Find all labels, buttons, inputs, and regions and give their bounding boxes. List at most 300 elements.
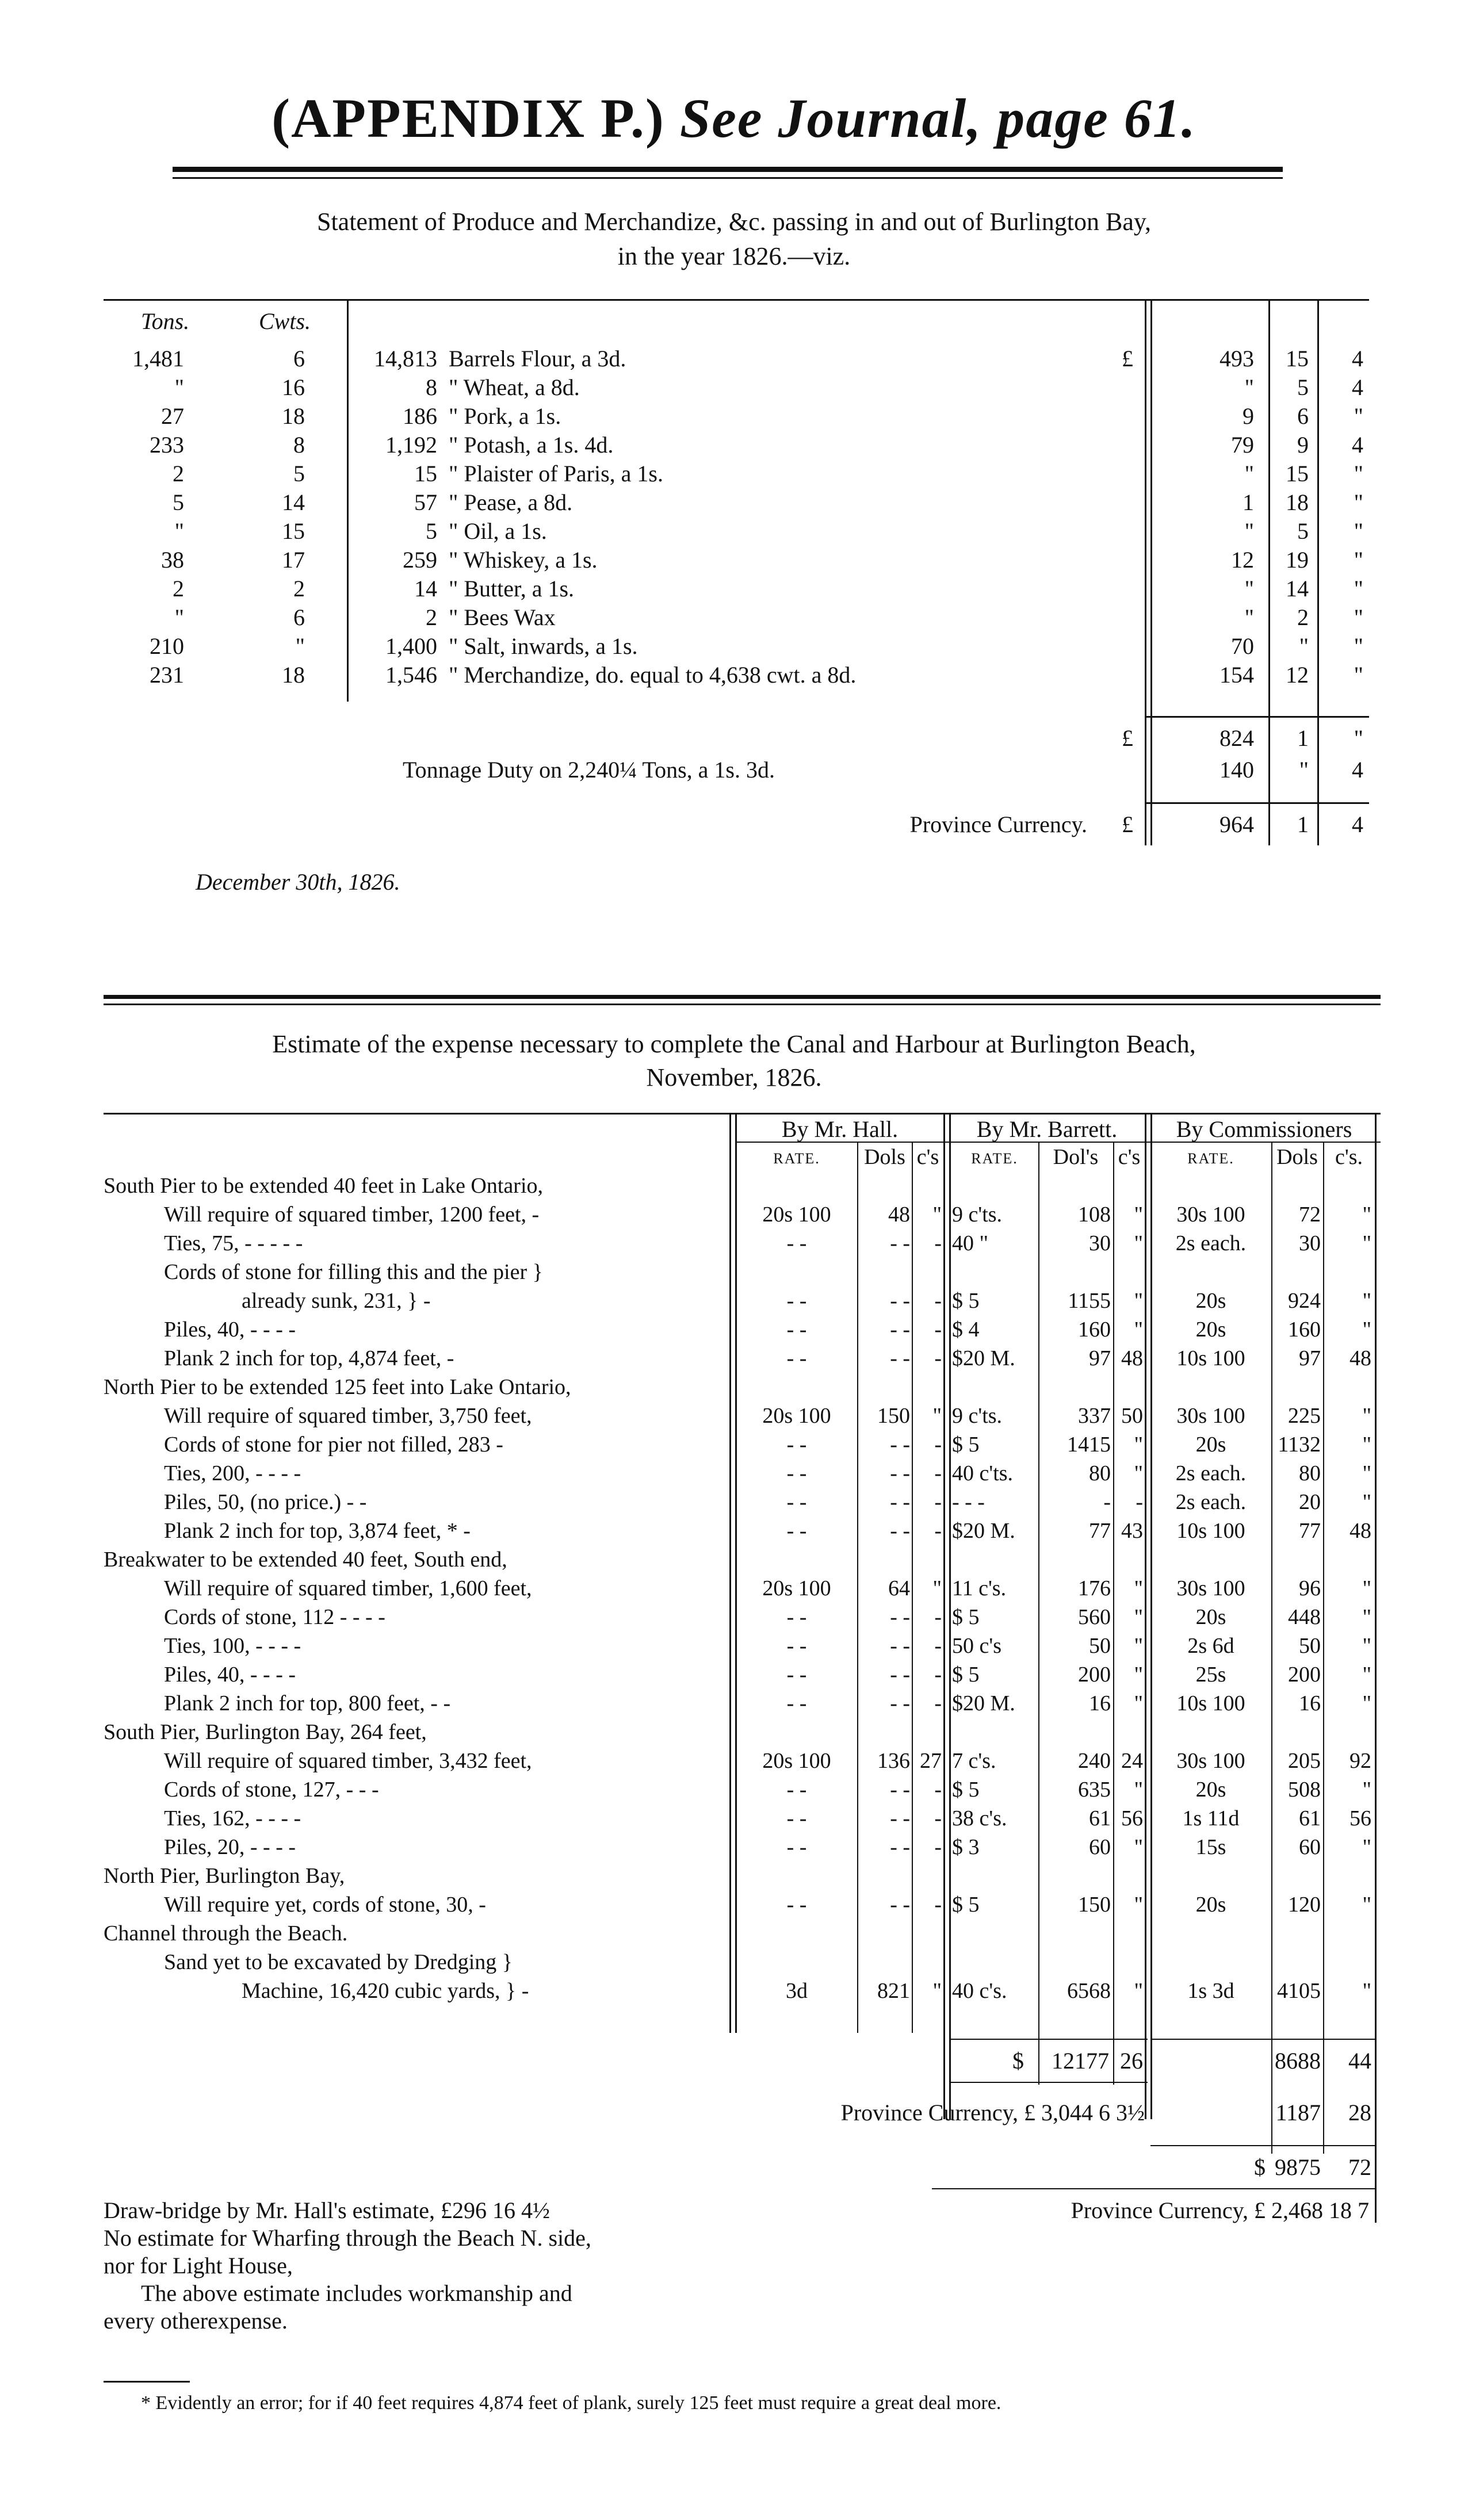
barrett-dols: 30 <box>1089 1231 1111 1255</box>
barrett-cs: 56 <box>1121 1806 1143 1830</box>
estimate-item-description: Ties, 200, - - - - <box>164 1461 301 1485</box>
row-pence: 4 <box>1352 346 1363 372</box>
hall-dols: - - <box>890 1663 910 1687</box>
row-tons: 1,481 <box>132 346 184 372</box>
row-pence: " <box>1354 633 1363 659</box>
hall-dols: - - <box>890 1490 910 1514</box>
row-tons: " <box>174 604 184 630</box>
barrett-dols: 16 <box>1089 1691 1111 1715</box>
comm-cs: " <box>1362 1605 1371 1629</box>
barrett-dols: 6568 <box>1067 1979 1111 2003</box>
barrett-right-rule <box>1145 1113 1146 2119</box>
row-tons: " <box>174 518 184 544</box>
comm-dols: 50 <box>1299 1634 1321 1658</box>
hall-rate: - - <box>786 1835 807 1859</box>
barrett-cs: " <box>1134 1893 1143 1917</box>
comm-cs: " <box>1362 1893 1371 1917</box>
barrett-rate: 11 c's. <box>952 1576 1007 1600</box>
statement-total-rule <box>1145 802 1369 804</box>
hall-cs: - <box>934 1433 942 1457</box>
title-rule-thin <box>173 177 1283 179</box>
row-description: " Bees Wax <box>449 604 556 630</box>
comm-prov-cs: 28 <box>1348 2100 1371 2125</box>
comm-cs: " <box>1362 1634 1371 1658</box>
hall-rate: - - <box>786 1691 807 1715</box>
barrett-rate: $ 5 <box>952 1289 980 1313</box>
tonnage-pence: 4 <box>1352 757 1363 783</box>
barrett-rate: $ 5 <box>952 1433 980 1457</box>
row-shillings: 6 <box>1297 403 1309 429</box>
barrett-dols: 108 <box>1078 1202 1111 1227</box>
barrett-cs: " <box>1134 1433 1143 1457</box>
tonnage-pounds: 140 <box>1219 757 1254 783</box>
row-shillings: 9 <box>1297 432 1309 458</box>
comm-cs: " <box>1362 1663 1371 1687</box>
hall-dols: - - <box>890 1634 910 1658</box>
hall-left-rule-b <box>735 1113 737 2033</box>
comm-rate: 10s 100 <box>1176 1519 1245 1543</box>
comm-cs: " <box>1362 1404 1371 1428</box>
note-light-house: nor for Light House, <box>104 2253 293 2278</box>
row-pence: " <box>1354 662 1363 688</box>
tonnage-shillings: " <box>1299 757 1309 783</box>
comm-dols: 61 <box>1299 1806 1321 1830</box>
hall-left-rule <box>729 1113 731 2033</box>
barrett-dols: 61 <box>1089 1806 1111 1830</box>
row-description: " Plaister of Paris, a 1s. <box>449 461 663 487</box>
barrett-dols: 77 <box>1089 1519 1111 1543</box>
estimate-item-description: Piles, 40, - - - - <box>164 1318 296 1342</box>
hall-rate-head: RATE. <box>773 1150 820 1167</box>
barrett-cs: " <box>1134 1835 1143 1859</box>
comm-dols: 96 <box>1299 1576 1321 1600</box>
estimate-item-description: Will require yet, cords of stone, 30, - <box>164 1893 486 1917</box>
hall-dols: - - <box>890 1433 910 1457</box>
hall-cs: - <box>934 1806 942 1830</box>
hall-dols: - - <box>890 1289 910 1313</box>
note-expense: every otherexpense. <box>104 2308 288 2334</box>
row-pence: 4 <box>1352 374 1363 400</box>
barrett-cs: " <box>1134 1778 1143 1802</box>
barrett-rate: $20 M. <box>952 1346 1015 1370</box>
barrett-dols: 60 <box>1089 1835 1111 1859</box>
row-pounds: 1 <box>1243 489 1254 515</box>
title-rule-thick <box>173 167 1283 172</box>
hall-dols: - - <box>890 1231 910 1255</box>
comm-dols: 80 <box>1299 1461 1321 1485</box>
comm-rate: 1s 11d <box>1182 1806 1240 1830</box>
subtotal-pence: " <box>1354 725 1363 751</box>
estimate-item-description: Cords of stone for pier not filled, 283 - <box>164 1433 503 1457</box>
estimate-item-description: Will require of squared timber, 3,432 feet, <box>164 1749 532 1773</box>
row-quantity: 1,546 <box>385 662 437 688</box>
row-pence: " <box>1354 403 1363 429</box>
statement-subtotal-rule <box>1145 716 1369 718</box>
estimate-item-description: North Pier to be extended 125 feet into Lake Ontario, <box>104 1375 571 1399</box>
comm-dols: 200 <box>1288 1663 1321 1687</box>
row-quantity: 1,400 <box>385 633 437 659</box>
barrett-rate: 9 c'ts. <box>952 1404 1003 1428</box>
hall-rate: - - <box>786 1893 807 1917</box>
hall-rate: - - <box>786 1663 807 1687</box>
estimate-item-description: Plank 2 inch for top, 4,874 feet, - <box>164 1346 454 1370</box>
hall-rate: 20s 100 <box>762 1202 831 1227</box>
barrett-prov-rule <box>949 2082 1148 2083</box>
statement-top-rule <box>104 299 1369 301</box>
tonnage-duty-label: Tonnage Duty on 2,240¼ Tons, a 1s. 3d. <box>403 757 775 783</box>
barrett-dols: 337 <box>1078 1404 1111 1428</box>
estimate-item-description: Sand yet to be excavated by Dredging } <box>164 1950 513 1974</box>
estimate-item-description: Piles, 40, - - - - <box>164 1663 296 1687</box>
comm-dols: 508 <box>1288 1778 1321 1802</box>
comm-rate: 30s 100 <box>1176 1202 1245 1227</box>
barrett-cs: " <box>1134 1576 1143 1600</box>
footnote-rule <box>104 2381 190 2383</box>
estimate-item-description: Will require of squared timber, 1,600 feet, <box>164 1576 532 1600</box>
comm-dols: 72 <box>1299 1202 1321 1227</box>
comm-cs: 56 <box>1350 1806 1371 1830</box>
hall-rate: - - <box>786 1289 807 1313</box>
barrett-cs: 24 <box>1121 1749 1143 1773</box>
row-tons: 5 <box>173 489 184 515</box>
barrett-rate: - - - <box>952 1490 985 1514</box>
row-pence: 4 <box>1352 432 1363 458</box>
barrett-rate: $20 M. <box>952 1691 1015 1715</box>
comm-prov-dols: 1187 <box>1275 2100 1321 2125</box>
hall-dols: - - <box>890 1778 910 1802</box>
hall-cs: - <box>934 1778 942 1802</box>
row-description: Barrels Flour, a 3d. <box>449 346 626 372</box>
comm-rate: 20s <box>1195 1778 1226 1802</box>
row-cwts: 14 <box>282 489 305 515</box>
comm-cs: " <box>1362 1979 1371 2003</box>
hall-dols: 48 <box>888 1202 910 1227</box>
estimate-item-description: Plank 2 inch for top, 800 feet, - - <box>164 1691 451 1715</box>
row-pence: " <box>1354 576 1363 602</box>
barrett-total-dols: 12177 <box>1052 2048 1109 2074</box>
row-description: " Merchandize, do. equal to 4,638 cwt. a 8d. <box>449 662 857 688</box>
estimate-item-description: Machine, 16,420 cubic yards, } - <box>242 1979 529 2003</box>
row-pence: " <box>1354 604 1363 630</box>
estimate-item-description: Cords of stone, 112 - - - - <box>164 1605 385 1629</box>
section-rule-thin <box>104 1004 1381 1005</box>
comm-cs: " <box>1362 1318 1371 1342</box>
row-tons: 2 <box>173 461 184 487</box>
estimate-item-description: Piles, 20, - - - - <box>164 1835 296 1859</box>
barrett-dols: 240 <box>1078 1749 1111 1773</box>
comm-rate: 20s <box>1195 1289 1226 1313</box>
row-description: " Wheat, a 8d. <box>449 374 580 400</box>
barrett-rate-head: RATE. <box>971 1150 1018 1167</box>
hall-cs: - <box>934 1634 942 1658</box>
barrett-rate: 40 c'ts. <box>952 1461 1014 1485</box>
hall-dols: - - <box>890 1318 910 1342</box>
barrett-rate: $ 3 <box>952 1835 980 1859</box>
row-pounds: " <box>1244 518 1254 544</box>
group-commissioners: By Commissioners <box>1176 1116 1352 1142</box>
estimate-item-description: South Pier to be extended 40 feet in Lake Ontario, <box>104 1174 544 1198</box>
row-pounds: " <box>1244 576 1254 602</box>
barrett-dols: 1155 <box>1068 1289 1111 1313</box>
row-tons: 210 <box>150 633 184 659</box>
total-pounds: 964 <box>1219 811 1254 837</box>
barrett-cs-head: c's <box>1118 1145 1141 1169</box>
comm-dols: 1132 <box>1278 1433 1321 1457</box>
row-pounds: 70 <box>1231 633 1254 659</box>
estimate-item-description: Breakwater to be extended 40 feet, South end, <box>104 1548 507 1572</box>
hall-cs: - <box>934 1490 942 1514</box>
barrett-cs: " <box>1134 1691 1143 1715</box>
row-cwts: " <box>295 633 305 659</box>
barrett-dols: - <box>1103 1490 1111 1514</box>
hall-cs: " <box>932 1576 942 1600</box>
barrett-rate: 40 c's. <box>952 1979 1007 2003</box>
row-pounds: 154 <box>1219 662 1254 688</box>
hall-dols: - - <box>890 1691 910 1715</box>
hall-cs: - <box>934 1691 942 1715</box>
comm-dols: 60 <box>1299 1835 1321 1859</box>
barrett-rate: 38 c's. <box>952 1806 1007 1830</box>
hall-dols-head: Dols <box>864 1145 905 1169</box>
barrett-left-rule <box>943 1113 945 2119</box>
hall-cs: " <box>932 1404 942 1428</box>
barrett-cs: 50 <box>1121 1404 1143 1428</box>
barrett-total-cs: 26 <box>1120 2048 1143 2074</box>
barrett-rate: 9 c'ts. <box>952 1202 1003 1227</box>
group-hall: By Mr. Hall. <box>781 1116 899 1142</box>
row-pence: " <box>1354 461 1363 487</box>
comm-right-rule <box>1375 1113 1377 2223</box>
hall-cs: - <box>934 1231 942 1255</box>
estimate-caption-line1: Estimate of the expense necessary to complete the Canal and Harbour at Burlington Beach, <box>272 1030 1196 1058</box>
row-pence: " <box>1354 547 1363 573</box>
row-description: " Whiskey, a 1s. <box>449 547 598 573</box>
comm-dols: 97 <box>1299 1346 1321 1370</box>
barrett-cs: " <box>1134 1318 1143 1342</box>
comm-cs: " <box>1362 1433 1371 1457</box>
row-cwts: 8 <box>293 432 305 458</box>
statement-money-rule-c <box>1268 299 1270 845</box>
row-shillings: 5 <box>1297 374 1309 400</box>
row-tons: 233 <box>150 432 184 458</box>
hall-rate: - - <box>786 1461 807 1485</box>
barrett-rate: 40 " <box>952 1231 989 1255</box>
row-tons: 2 <box>173 576 184 602</box>
hall-dols: - - <box>890 1346 910 1370</box>
barrett-rate: $ 5 <box>952 1663 980 1687</box>
row-pounds: " <box>1244 374 1254 400</box>
comm-cs: " <box>1362 1691 1371 1715</box>
barrett-cs: " <box>1134 1202 1143 1227</box>
barrett-total-symbol: $ <box>1012 2048 1024 2074</box>
comm-dols: 30 <box>1299 1231 1321 1255</box>
comm-prov-rule <box>932 2188 1375 2189</box>
comm-grand-rule <box>1150 2145 1375 2146</box>
row-quantity: 1,192 <box>385 432 437 458</box>
row-cwts: 15 <box>282 518 305 544</box>
row-description: " Salt, inwards, a 1s. <box>449 633 638 659</box>
hall-cs: - <box>934 1663 942 1687</box>
barrett-cs: " <box>1134 1979 1143 2003</box>
comm-cs: 48 <box>1350 1519 1371 1543</box>
comm-dols: 225 <box>1288 1404 1321 1428</box>
row-quantity: 15 <box>414 461 437 487</box>
barrett-rate: $20 M. <box>952 1519 1015 1543</box>
barrett-dols: 97 <box>1089 1346 1111 1370</box>
total-currency: £ <box>1122 811 1133 837</box>
total-pence: 4 <box>1352 811 1363 837</box>
comm-cs: " <box>1362 1835 1371 1859</box>
row-shillings: 18 <box>1286 489 1309 515</box>
row-quantity: 14,813 <box>374 346 437 372</box>
barrett-cs: 48 <box>1121 1346 1143 1370</box>
barrett-cs: " <box>1134 1231 1143 1255</box>
row-tons: 38 <box>161 547 184 573</box>
comm-dols: 77 <box>1299 1519 1321 1543</box>
comm-rate: 10s 100 <box>1176 1346 1245 1370</box>
row-cwts: 6 <box>293 346 305 372</box>
comm-rate: 25s <box>1195 1663 1226 1687</box>
barrett-dols: 50 <box>1089 1634 1111 1658</box>
barrett-rate: $ 4 <box>952 1318 980 1342</box>
hall-cs: " <box>932 1979 942 2003</box>
hall-rate: - - <box>786 1346 807 1370</box>
hall-cs: - <box>934 1893 942 1917</box>
hall-rate: 20s 100 <box>762 1404 831 1428</box>
group-barrett: By Mr. Barrett. <box>976 1116 1118 1142</box>
barrett-dols: 200 <box>1078 1663 1111 1687</box>
comm-rate: 15s <box>1195 1835 1226 1859</box>
hall-dols: - - <box>890 1519 910 1543</box>
comm-dols: 205 <box>1288 1749 1321 1773</box>
barrett-cs: " <box>1134 1461 1143 1485</box>
comm-cs: " <box>1362 1231 1371 1255</box>
hall-rate: - - <box>786 1634 807 1658</box>
statement-money-rule-b <box>1150 299 1152 845</box>
barrett-dols: 150 <box>1078 1893 1111 1917</box>
statement-left-rule <box>347 299 349 702</box>
row-pounds: 79 <box>1231 432 1254 458</box>
row-shillings: " <box>1299 633 1309 659</box>
comm-dols: 924 <box>1288 1289 1321 1313</box>
barrett-cs: - <box>1136 1490 1143 1514</box>
estimate-item-description: Plank 2 inch for top, 3,874 feet, * - <box>164 1519 471 1543</box>
estimate-item-description: Ties, 162, - - - - <box>164 1806 301 1830</box>
barrett-cs: " <box>1134 1605 1143 1629</box>
barrett-cs: " <box>1134 1634 1143 1658</box>
comm-rate: 2s 6d <box>1187 1634 1234 1658</box>
comm-rate: 2s each. <box>1175 1231 1247 1255</box>
appendix-label: (APPENDIX P.) <box>272 87 665 149</box>
row-description: " Potash, a 1s. 4d. <box>449 432 614 458</box>
comm-rate: 30s 100 <box>1176 1749 1245 1773</box>
estimate-item-description: Will require of squared timber, 1200 feet, - <box>164 1202 540 1227</box>
estimate-item-description: Cords of stone, 127, - - - <box>164 1778 379 1802</box>
comm-rate: 20s <box>1195 1605 1226 1629</box>
estimate-caption-line2: November, 1826. <box>646 1063 822 1092</box>
comm-rate: 30s 100 <box>1176 1576 1245 1600</box>
row-pounds: " <box>1244 461 1254 487</box>
hall-dols: - - <box>890 1605 910 1629</box>
comm-cs: " <box>1362 1490 1371 1514</box>
comm-cs: " <box>1362 1461 1371 1485</box>
row-tons: 231 <box>150 662 184 688</box>
row-shillings: 14 <box>1286 576 1309 602</box>
row-cwts: 17 <box>282 547 305 573</box>
total-shillings: 1 <box>1297 811 1309 837</box>
hall-dols: 64 <box>888 1576 910 1600</box>
barrett-dols: 560 <box>1078 1605 1111 1629</box>
row-pounds: 493 <box>1219 346 1254 372</box>
hall-rate: - - <box>786 1433 807 1457</box>
row-tons: " <box>174 374 184 400</box>
estimate-item-description: North Pier, Burlington Bay, <box>104 1864 345 1888</box>
estimate-item-description: Cords of stone for filling this and the pier } <box>164 1260 543 1284</box>
barrett-dols-head: Dol's <box>1053 1145 1099 1169</box>
comm-dols: 120 <box>1288 1893 1321 1917</box>
row-shillings: 15 <box>1286 346 1309 372</box>
hall-cs: 27 <box>920 1749 942 1773</box>
row-shillings: 5 <box>1297 518 1309 544</box>
hall-cs: - <box>934 1289 942 1313</box>
row-quantity: 14 <box>414 576 437 602</box>
row-quantity: 186 <box>403 403 437 429</box>
comm-cs: 92 <box>1350 1749 1371 1773</box>
barrett-dols: 1415 <box>1067 1433 1111 1457</box>
statement-date: December 30th, 1826. <box>196 869 400 895</box>
barrett-rate: $ 5 <box>952 1605 980 1629</box>
comm-cs: " <box>1362 1778 1371 1802</box>
row-currency: £ <box>1122 346 1133 372</box>
comm-left-rule-b <box>1150 1113 1152 2119</box>
comm-province-currency: Province Currency, £ 2,468 18 7 <box>1071 2197 1369 2223</box>
hall-cs: " <box>932 1202 942 1227</box>
hall-cs: - <box>934 1605 942 1629</box>
row-description: " Pease, a 8d. <box>449 489 573 515</box>
comm-dols: 160 <box>1288 1318 1321 1342</box>
hall-dols: 821 <box>877 1979 910 2003</box>
comm-rate: 10s 100 <box>1176 1691 1245 1715</box>
comm-grand-dols: 9875 <box>1275 2154 1321 2180</box>
hall-rate: - - <box>786 1605 807 1629</box>
barrett-rate: $ 5 <box>952 1893 980 1917</box>
row-cwts: 18 <box>282 403 305 429</box>
row-cwts: 16 <box>282 374 305 400</box>
row-pounds: 9 <box>1243 403 1254 429</box>
comm-grand-symbol: $ <box>1254 2154 1266 2180</box>
row-shillings: 2 <box>1297 604 1309 630</box>
hall-dols: 150 <box>877 1404 910 1428</box>
comm-dols: 448 <box>1288 1605 1321 1629</box>
row-cwts: 18 <box>282 662 305 688</box>
comm-rate: 20s <box>1195 1433 1226 1457</box>
row-pence: " <box>1354 489 1363 515</box>
hall-cs: - <box>934 1835 942 1859</box>
estimate-item-description: Will require of squared timber, 3,750 feet, <box>164 1404 532 1428</box>
cwts-header: Cwts. <box>259 308 311 334</box>
comm-rate-head: RATE. <box>1187 1150 1234 1167</box>
barrett-cs: " <box>1134 1289 1143 1313</box>
hall-dols: - - <box>890 1461 910 1485</box>
barrett-dols: 80 <box>1089 1461 1111 1485</box>
note-drawbridge: Draw-bridge by Mr. Hall's estimate, £296 16 4½ <box>104 2197 550 2223</box>
estimate-item-description: Piles, 50, (no price.) - - <box>164 1490 367 1514</box>
page-title <box>0 86 1468 150</box>
row-quantity: 8 <box>426 374 437 400</box>
comm-rate: 1s 3d <box>1187 1979 1234 2003</box>
statement-money-rule-a <box>1145 299 1146 845</box>
row-quantity: 259 <box>403 547 437 573</box>
